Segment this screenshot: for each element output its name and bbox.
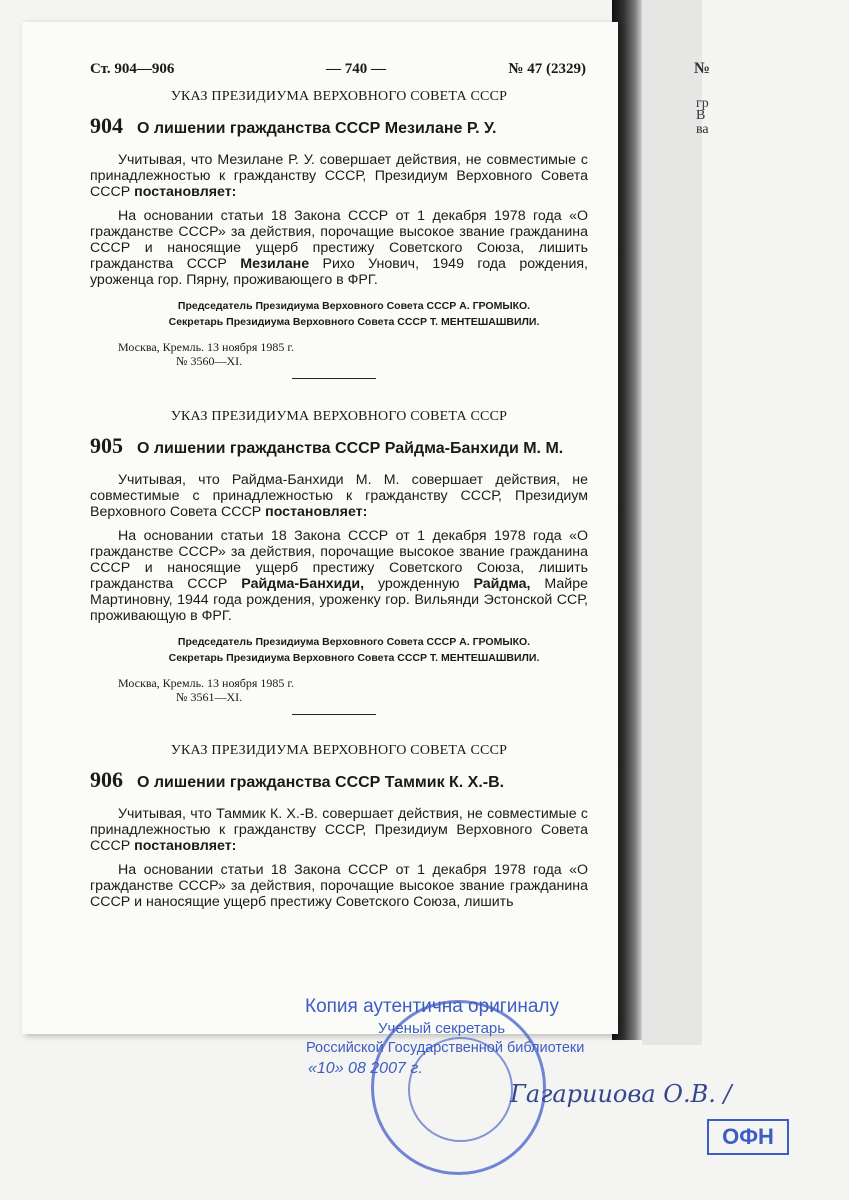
place-date: Москва, Кремль. 13 ноября 1985 г. № 3561—XI. xyxy=(90,676,588,704)
decree-906 xyxy=(90,743,588,918)
chairman-signature: Председатель Президиума Верховного Совета СССР А. ГРОМЫКО. xyxy=(177,300,531,312)
registration-number: № 3561—XI. xyxy=(176,690,243,704)
page-number: — 740 — xyxy=(326,61,386,77)
facing-page-text: гр xyxy=(696,96,709,111)
decree-number: 904 xyxy=(90,113,123,138)
secretary-signature: Секретарь Президиума Верховного Совета СССР Т. МЕНТЕШАШВИЛИ. xyxy=(168,316,540,328)
facing-page-text: В xyxy=(696,108,706,123)
decree-body: На основании статьи 18 Закона СССР от 1 декабря 1978 года «О гражданстве СССР» за действия, порочащие высокое звание гражданина СССР и наносящие ущерб престижу Советского Союза, лишить гражданства СССР Мезилане Рихо Унович, 1949 года рождения, уроженца гор. Пярну, проживающего в ФРГ. xyxy=(90,208,588,288)
decree-904 xyxy=(90,89,588,379)
decree-number: 906 xyxy=(90,767,123,792)
decree-title-row xyxy=(90,767,588,793)
decree-title-row xyxy=(90,433,588,459)
decree-title: О лишении гражданства СССР Таммик К. Х.-В. xyxy=(137,774,505,791)
decree-heading: УКАЗ ПРЕЗИДИУМА ВЕРХОВНОГО СОВЕТА СССР xyxy=(170,89,508,104)
place-date: Москва, Кремль. 13 ноября 1985 г. № 3560—XI. xyxy=(90,340,588,368)
stamp-library: Российской Государственной библиотеки xyxy=(306,1040,585,1056)
facing-page-text: № xyxy=(694,60,711,77)
decree-number: 905 xyxy=(90,433,123,458)
article-range: Ст. 904—906 xyxy=(90,61,175,77)
decree-body: На основании статьи 18 Закона СССР от 1 декабря 1978 года «О гражданстве СССР» за действия, порочащие высокое звание гражданина СССР и наносящие ущерб престижу Советского Союза, лишить гражданства СССР Райдма-Банхиди, урожденную Райдма, Майре Мартиновну, 1944 года рождения, уроженку гор. Вильянди Эстонской ССР, проживающую в ФРГ. xyxy=(90,528,588,624)
stamp-date: «10» 08 2007 г. xyxy=(308,1060,423,1077)
chairman-signature: Председатель Президиума Верховного Совета СССР А. ГРОМЫКО. xyxy=(177,636,531,648)
registration-number: № 3560—XI. xyxy=(176,354,243,368)
decree-preamble: Учитывая, что Таммик К. Х.-В. совершает действия, не совместимые с принадлежностью к гражданству СССР, Президиум Верховного Совета СССР постановляет: xyxy=(90,806,588,854)
decree-title-row xyxy=(90,113,588,139)
decree-body: На основании статьи 18 Закона СССР от 1 декабря 1978 года «О гражданстве СССР» за действия, порочащие высокое звание гражданина СССР и наносящие ущерб престижу Советского Союза, лишить xyxy=(90,862,588,910)
divider xyxy=(292,378,376,379)
divider xyxy=(292,714,376,715)
decree-heading: УКАЗ ПРЕЗИДИУМА ВЕРХОВНОГО СОВЕТА СССР xyxy=(170,409,508,424)
secretary-signature: Секретарь Президиума Верховного Совета СССР Т. МЕНТЕШАШВИЛИ. xyxy=(168,652,540,664)
facing-page-text: ва xyxy=(696,122,709,137)
decree-905 xyxy=(90,409,588,715)
decree-preamble: Учитывая, что Мезилане Р. У. совершает действия, не совместимые с принадлежностью к гражданству СССР, Президиум Верховного Совета СССР постановляет: xyxy=(90,152,588,200)
handwritten-signature: Гагарииова О.В. / xyxy=(510,1080,732,1108)
decree-preamble: Учитывая, что Райдма-Банхиди М. М. совершает действия, не совместимые с принадлежностью к гражданству СССР, Президиум Верховного Совета СССР постановляет: xyxy=(90,472,588,520)
decree-title: О лишении гражданства СССР Райдма-Банхиди М. М. xyxy=(137,440,564,457)
stamp-secretary: Ученый секретарь xyxy=(378,1020,506,1037)
issue-number: № 47 (2329) xyxy=(508,61,586,77)
stamp-copy-authentic: Копия аутентична оригиналу xyxy=(305,996,559,1017)
decree-heading: УКАЗ ПРЕЗИДИУМА ВЕРХОВНОГО СОВЕТА СССР xyxy=(170,743,508,758)
facing-page-edge xyxy=(642,0,711,1045)
decree-title: О лишении гражданства СССР Мезилане Р. У. xyxy=(137,120,497,137)
department-box-stamp: ОФН xyxy=(707,1119,789,1155)
